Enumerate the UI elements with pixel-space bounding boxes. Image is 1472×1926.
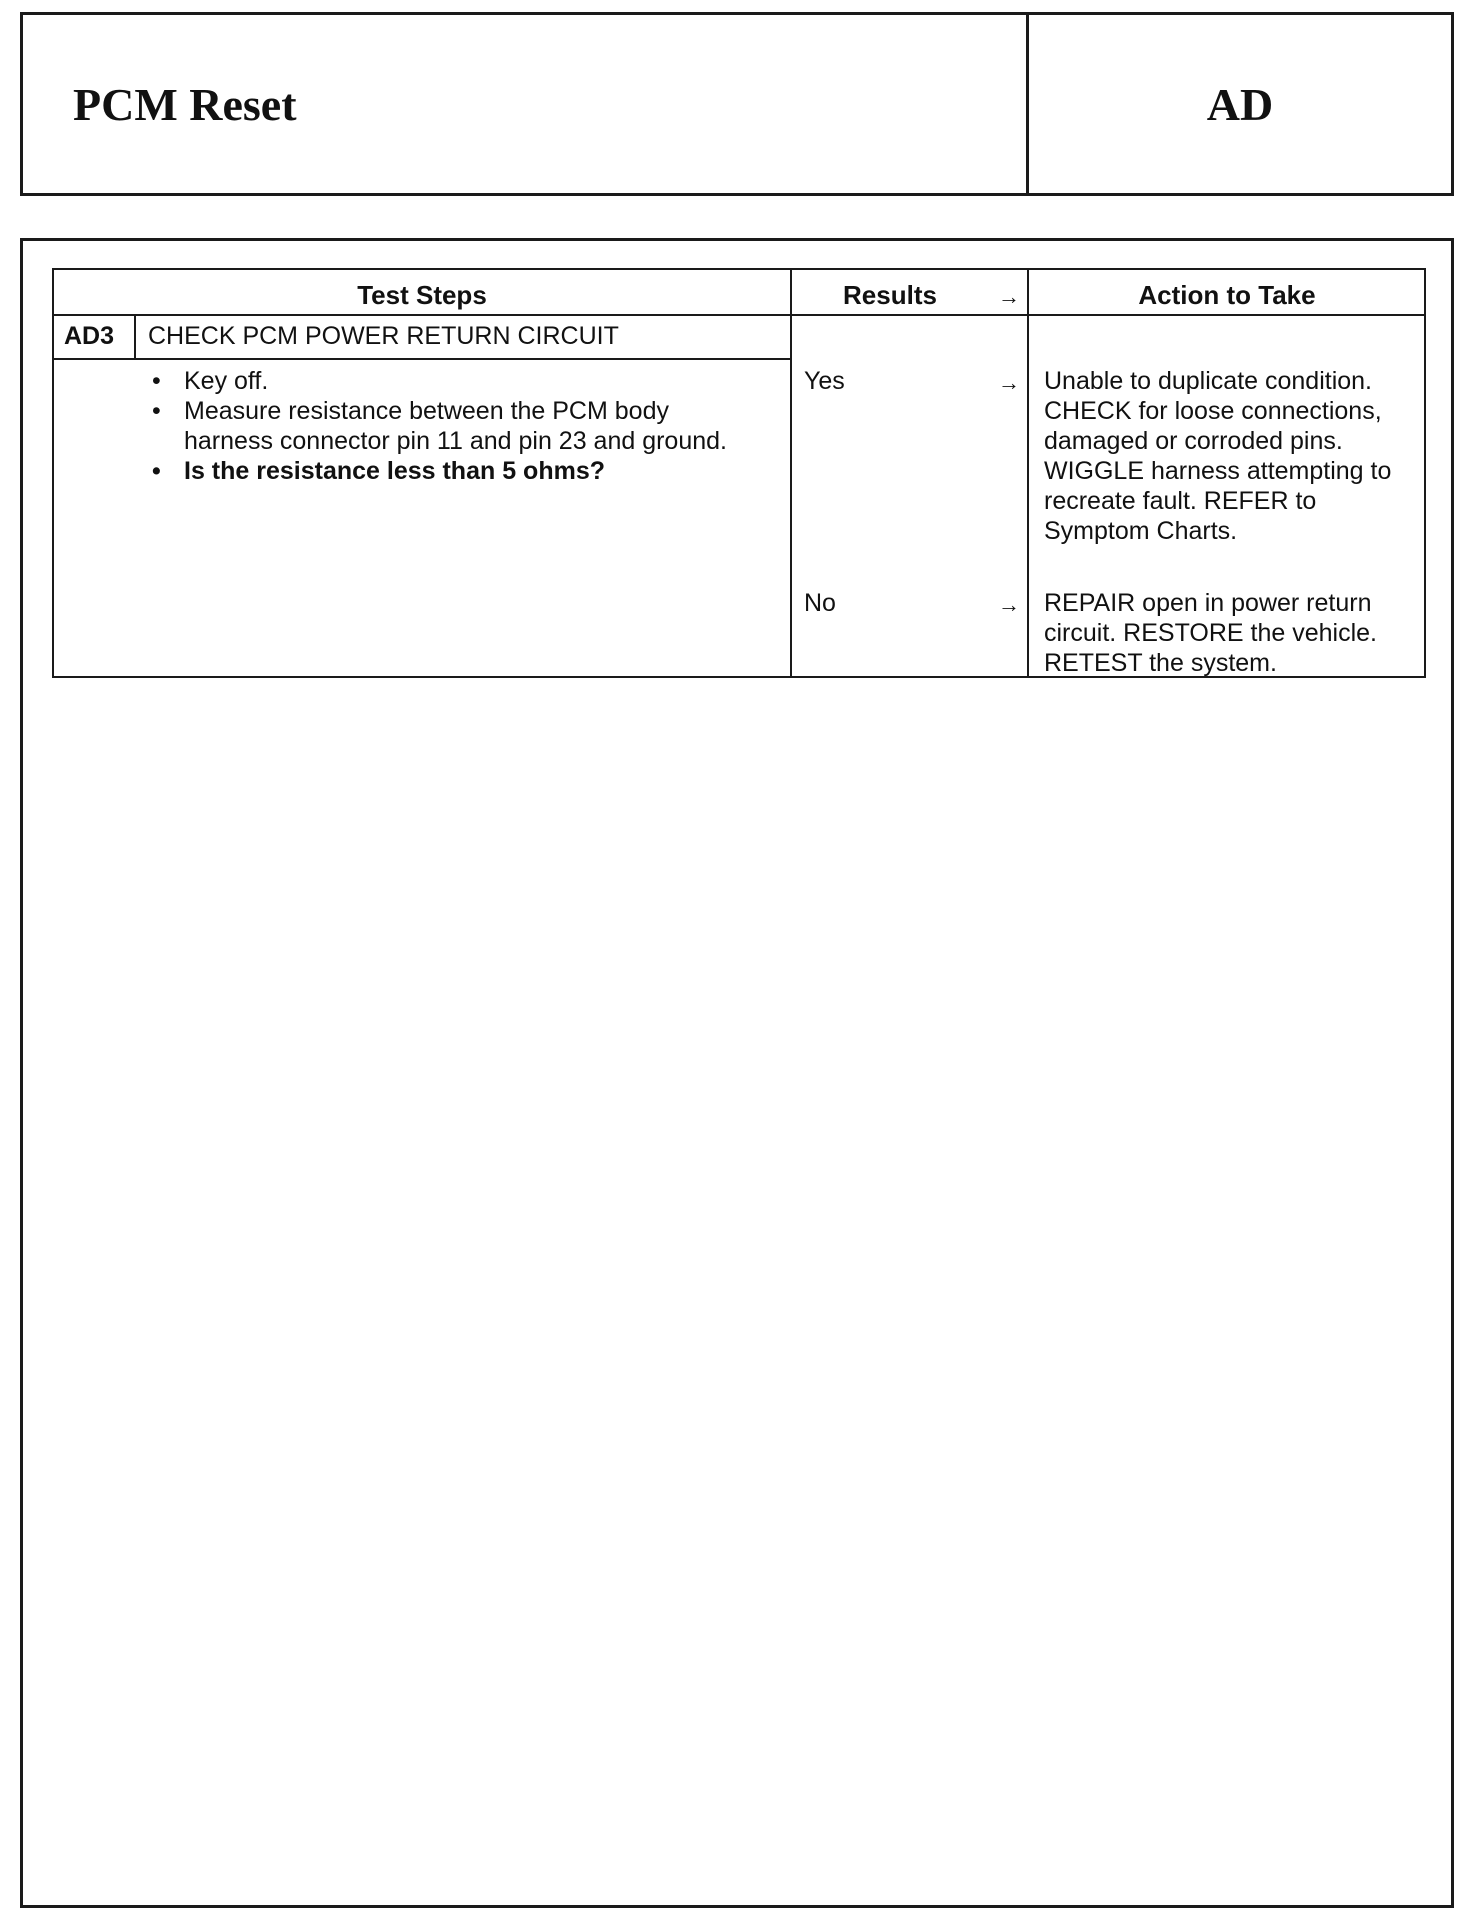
result-no-action: REPAIR open in power return circuit. RESTORE the vehicle. RETEST the system. xyxy=(1044,589,1377,677)
section-code: AD xyxy=(1206,78,1274,130)
step-instructions xyxy=(134,366,754,486)
step-item: • Measure resistance between the PCM body harness connector pin 11 and pin 23 and ground. xyxy=(134,396,754,456)
header-test-steps: Test Steps xyxy=(357,280,487,310)
result-no-arrow: → xyxy=(998,592,1020,617)
step-question: • Is the resistance less than 5 ohms? xyxy=(134,456,754,486)
step-title-divider xyxy=(54,358,790,360)
step-id-divider xyxy=(134,314,136,358)
header-results-arrow: → xyxy=(998,284,1020,309)
page-title: PCM Reset xyxy=(23,15,1029,193)
step-item: • Key off. xyxy=(134,366,754,396)
result-yes-action: Unable to duplicate condition. CHECK for loose connections, damaged or corroded pins. WIGGLE harness attempting to recreate fault. REFER to Symptom Charts. xyxy=(1044,367,1392,545)
header-results: Results xyxy=(843,280,937,310)
header-action: Action to Take xyxy=(1138,280,1316,310)
diagnostic-table xyxy=(52,268,1426,678)
step-title: CHECK PCM POWER RETURN CIRCUIT xyxy=(148,322,619,350)
header-divider xyxy=(54,314,1424,316)
column-divider xyxy=(790,270,792,676)
result-yes-arrow: → xyxy=(998,370,1020,395)
step-id: AD3 xyxy=(64,322,115,350)
result-no-label: No xyxy=(804,589,836,617)
result-yes-label: Yes xyxy=(804,367,845,395)
page-header xyxy=(20,12,1454,196)
column-divider xyxy=(1027,270,1029,676)
